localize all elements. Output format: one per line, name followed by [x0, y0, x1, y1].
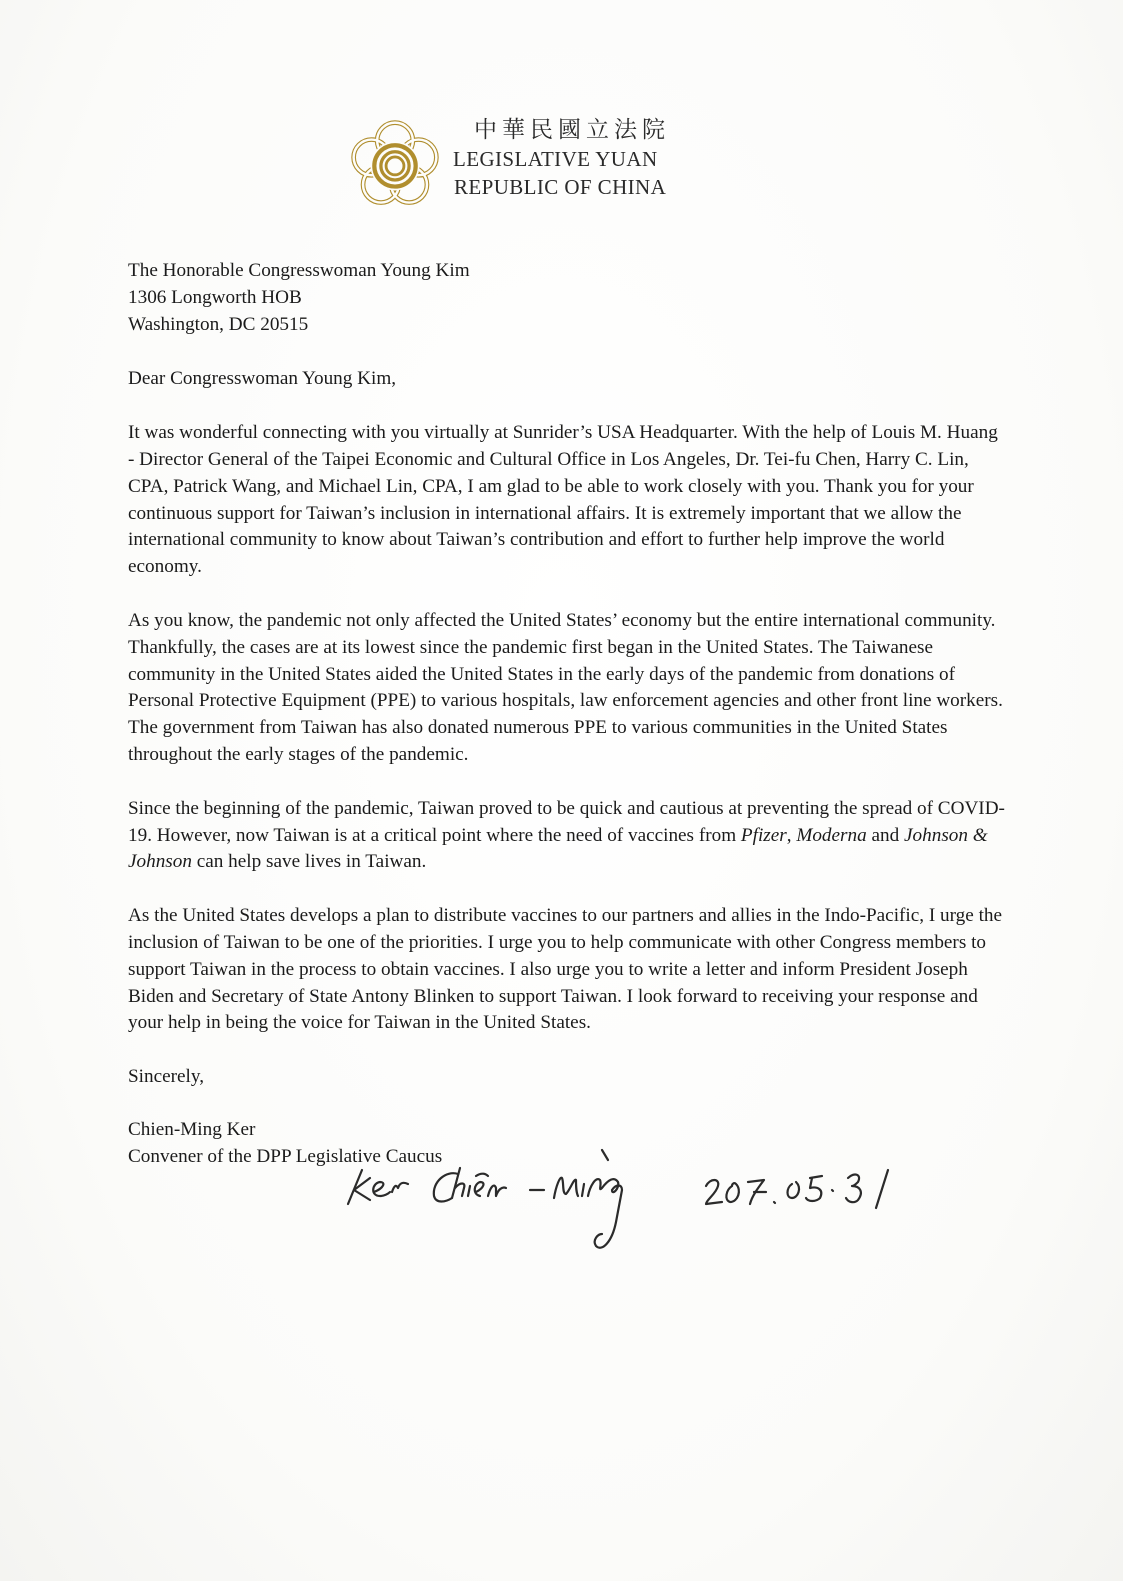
letterhead-chinese-name: 中華民國立法院 — [474, 117, 670, 143]
signer-name: Chien-Ming Ker — [128, 1118, 256, 1140]
paragraph-1: It was wonderful connecting with you virtually at Sunrider’s USA Headquarter. With the help of Louis M. Huang - Director General of the Taipei Economic and Cultural Office in Los Angeles, Dr. Tei-fu Chen, Harry C. Lin, CPA, Patrick Wang, and Michael Lin, CPA, I am glad to be able to work closely with you. Thank you for your continuous support for Taiwan’s inclusion in international affairs. It is extremely important that we allow the international community to know about Taiwan’s contribution and effort to further help improve the world economy. — [128, 422, 998, 578]
letterhead — [348, 113, 708, 213]
recipient-name: The Honorable Congresswoman Young Kim — [128, 260, 470, 281]
salutation: Dear Congresswoman Young Kim, — [128, 368, 397, 390]
vaccine-johnson-johnson: Johnson & Johnson — [128, 824, 988, 873]
seal-icon — [348, 117, 442, 211]
letterhead-line-1: LEGISLATIVE YUAN — [453, 147, 658, 171]
paragraph-3 — [128, 796, 1008, 876]
letter-body — [128, 258, 1008, 1171]
recipient-address — [128, 258, 1008, 338]
paragraph-2: As you know, the pandemic not only affected the United States’ economy but the entire international community. Thankfully, the cases are at its lowest since the pandemic first began in the United States. The Taiwanese community in the United States aided the United States in the early days of the pandemic from donations of Personal Protective Equipment (PPE) to various hospitals, law enforcement agencies and other front line workers. The government from Taiwan has also donated numerous PPE to various communities in the United States throughout the early stages of the pandemic. — [128, 609, 1003, 765]
paragraph-3-text-2: can help save lives in Taiwan. — [191, 851, 427, 873]
recipient-address-line-1: 1306 Longworth HOB — [128, 286, 302, 308]
handwritten-signature — [340, 1142, 940, 1262]
closing: Sincerely, — [128, 1066, 205, 1088]
vaccine-pfizer: Pfizer — [740, 824, 787, 846]
paragraph-3-text-1: Since the beginning of the pandemic, Taiwan proved to be quick and cautious at preventing the spread of COVID-19. However, now Taiwan is at a critical point where the need of vaccines from — [128, 797, 1005, 846]
signer-title: Convener of the DPP Legislative Caucus — [128, 1145, 443, 1167]
recipient-address-line-2: Washington, DC 20515 — [128, 313, 309, 335]
letterhead-text — [453, 115, 713, 201]
paragraph-3-sep-2: and — [866, 824, 905, 846]
letterhead-line-2: REPUBLIC OF CHINA — [454, 175, 667, 199]
vaccine-moderna: Moderna — [796, 824, 867, 846]
paragraph-4: As the United States develops a plan to distribute vaccines to our partners and allies in the Indo-Pacific, I urge the inclusion of Taiwan to be one of the priorities. I urge you to help communicate with other Congress members to support Taiwan in the process to obtain vaccines. I also urge you to write a letter and inform President Joseph Biden and Secretary of State Antony Blinken to support Taiwan. I look forward to receiving your response and your help in being the voice for Taiwan in the United States. — [128, 905, 1003, 1034]
paragraph-3-sep-1: , — [786, 824, 797, 846]
